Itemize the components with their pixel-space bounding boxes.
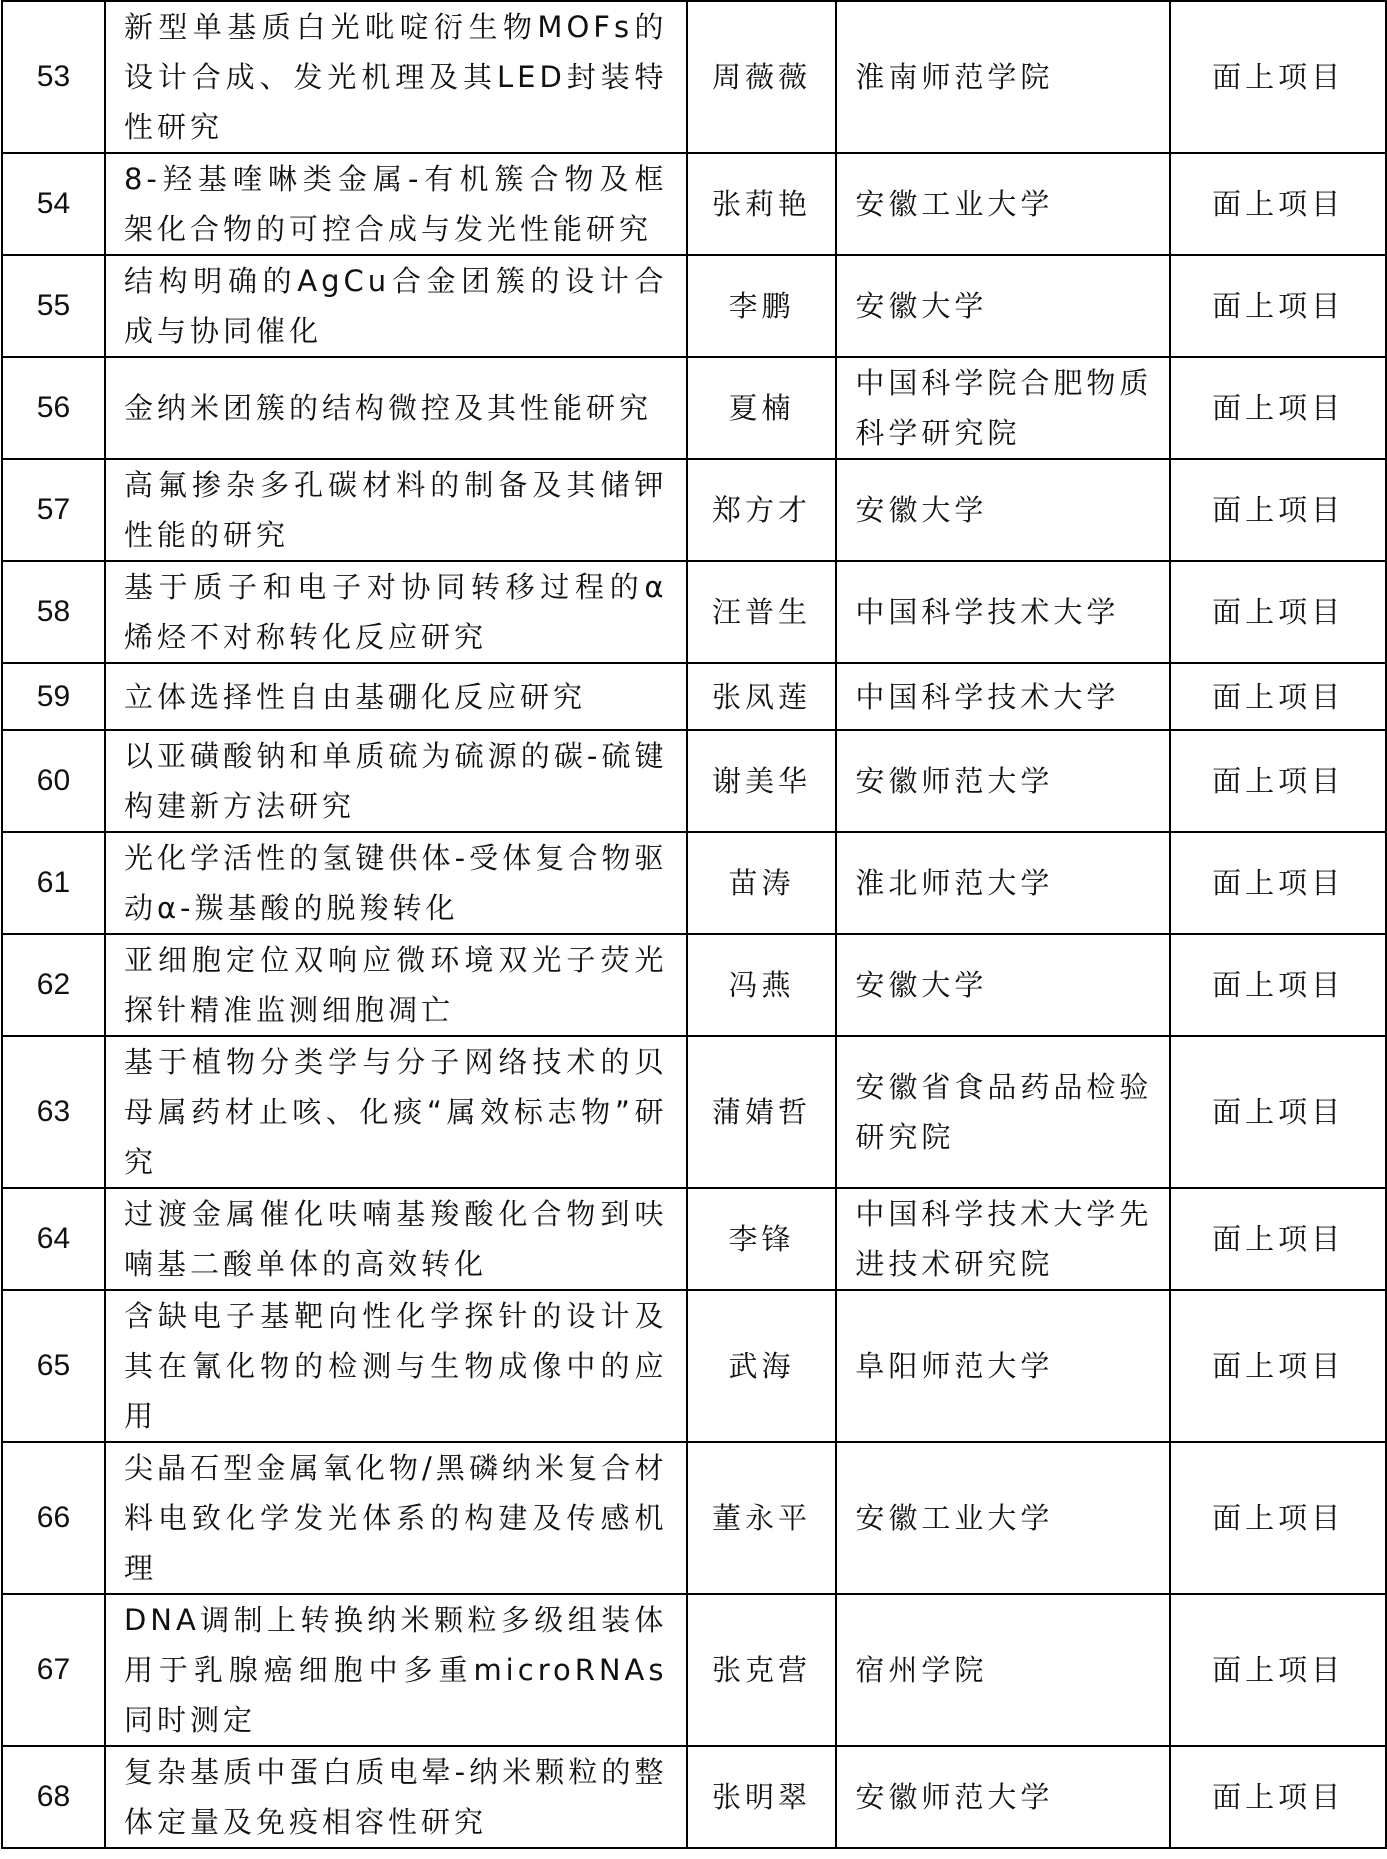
project-type: 面上项目 [1170,153,1386,255]
row-number: 55 [2,255,105,357]
row-number: 66 [2,1442,105,1594]
institution: 安徽师范大学 [836,1746,1170,1848]
principal-investigator: 李鹏 [687,255,837,357]
project-title: 基于质子和电子对协同转移过程的α烯烃不对称转化反应研究 [105,561,687,663]
row-number: 60 [2,730,105,832]
row-number: 62 [2,934,105,1036]
project-title: 以亚磺酸钠和单质硫为硫源的碳-硫键构建新方法研究 [105,730,687,832]
row-number: 53 [2,1,105,153]
institution: 安徽师范大学 [836,730,1170,832]
institution: 安徽大学 [836,459,1170,561]
institution: 安徽工业大学 [836,1442,1170,1594]
institution: 淮北师范大学 [836,832,1170,934]
principal-investigator: 夏楠 [687,357,837,459]
principal-investigator: 蒲婧哲 [687,1036,837,1188]
project-type: 面上项目 [1170,1188,1386,1290]
table-row [2,1442,1386,1594]
row-number: 54 [2,153,105,255]
institution: 安徽大学 [836,255,1170,357]
project-type: 面上项目 [1170,459,1386,561]
institution: 淮南师范学院 [836,1,1170,153]
principal-investigator: 汪普生 [687,561,837,663]
institution: 安徽大学 [836,934,1170,1036]
project-type: 面上项目 [1170,730,1386,832]
row-number: 64 [2,1188,105,1290]
table-body [2,1,1386,1848]
table-row [2,459,1386,561]
institution: 宿州学院 [836,1594,1170,1746]
principal-investigator: 武海 [687,1290,837,1442]
table-row [2,1,1386,153]
project-title: 立体选择性自由基硼化反应研究 [105,663,687,730]
project-title: DNA调制上转换纳米颗粒多级组装体用于乳腺癌细胞中多重microRNAs同时测定 [105,1594,687,1746]
row-number: 68 [2,1746,105,1848]
project-title: 复杂基质中蛋白质电晕-纳米颗粒的整体定量及免疫相容性研究 [105,1746,687,1848]
institution: 中国科学院合肥物质科学研究院 [836,357,1170,459]
project-type: 面上项目 [1170,934,1386,1036]
institution: 安徽工业大学 [836,153,1170,255]
principal-investigator: 张莉艳 [687,153,837,255]
project-title: 尖晶石型金属氧化物/黑磷纳米复合材料电致化学发光体系的构建及传感机理 [105,1442,687,1594]
project-type: 面上项目 [1170,1036,1386,1188]
table-row [2,934,1386,1036]
principal-investigator: 张凤莲 [687,663,837,730]
project-type: 面上项目 [1170,1746,1386,1848]
project-title: 结构明确的AgCu合金团簇的设计合成与协同催化 [105,255,687,357]
principal-investigator: 张克营 [687,1594,837,1746]
principal-investigator: 董永平 [687,1442,837,1594]
row-number: 59 [2,663,105,730]
project-type: 面上项目 [1170,663,1386,730]
project-type: 面上项目 [1170,255,1386,357]
table-row [2,730,1386,832]
table-row [2,561,1386,663]
table-row [2,1594,1386,1746]
table-row [2,357,1386,459]
row-number: 58 [2,561,105,663]
project-type: 面上项目 [1170,357,1386,459]
principal-investigator: 郑方才 [687,459,837,561]
principal-investigator: 李锋 [687,1188,837,1290]
project-title: 新型单基质白光吡啶衍生物MOFs的设计合成、发光机理及其LED封装特性研究 [105,1,687,153]
project-title: 8-羟基喹啉类金属-有机簇合物及框架化合物的可控合成与发光性能研究 [105,153,687,255]
row-number: 56 [2,357,105,459]
institution: 阜阳师范大学 [836,1290,1170,1442]
principal-investigator: 周薇薇 [687,1,837,153]
principal-investigator: 谢美华 [687,730,837,832]
table-row [2,255,1386,357]
row-number: 67 [2,1594,105,1746]
project-title: 光化学活性的氢键供体-受体复合物驱动α-羰基酸的脱羧转化 [105,832,687,934]
project-title: 基于植物分类学与分子网络技术的贝母属药材止咳、化痰“属效标志物”研究 [105,1036,687,1188]
table-row [2,1746,1386,1848]
row-number: 57 [2,459,105,561]
project-title: 过渡金属催化呋喃基羧酸化合物到呋喃基二酸单体的高效转化 [105,1188,687,1290]
principal-investigator: 冯燕 [687,934,837,1036]
project-type: 面上项目 [1170,1,1386,153]
table-row [2,1036,1386,1188]
table-row [2,1290,1386,1442]
project-title: 亚细胞定位双响应微环境双光子荧光探针精准监测细胞凋亡 [105,934,687,1036]
project-type: 面上项目 [1170,1290,1386,1442]
institution: 中国科学技术大学先进技术研究院 [836,1188,1170,1290]
project-title: 金纳米团簇的结构微控及其性能研究 [105,357,687,459]
row-number: 61 [2,832,105,934]
table-row [2,153,1386,255]
row-number: 63 [2,1036,105,1188]
project-type: 面上项目 [1170,561,1386,663]
principal-investigator: 苗涛 [687,832,837,934]
row-number: 65 [2,1290,105,1442]
institution: 安徽省食品药品检验研究院 [836,1036,1170,1188]
table-row [2,832,1386,934]
project-title: 含缺电子基靶向性化学探针的设计及其在氰化物的检测与生物成像中的应用 [105,1290,687,1442]
project-type: 面上项目 [1170,1442,1386,1594]
project-type: 面上项目 [1170,1594,1386,1746]
principal-investigator: 张明翠 [687,1746,837,1848]
project-title: 高氟掺杂多孔碳材料的制备及其储钾性能的研究 [105,459,687,561]
table-row [2,1188,1386,1290]
table-row [2,663,1386,730]
project-type: 面上项目 [1170,832,1386,934]
institution: 中国科学技术大学 [836,561,1170,663]
institution: 中国科学技术大学 [836,663,1170,730]
project-table [1,0,1387,1849]
